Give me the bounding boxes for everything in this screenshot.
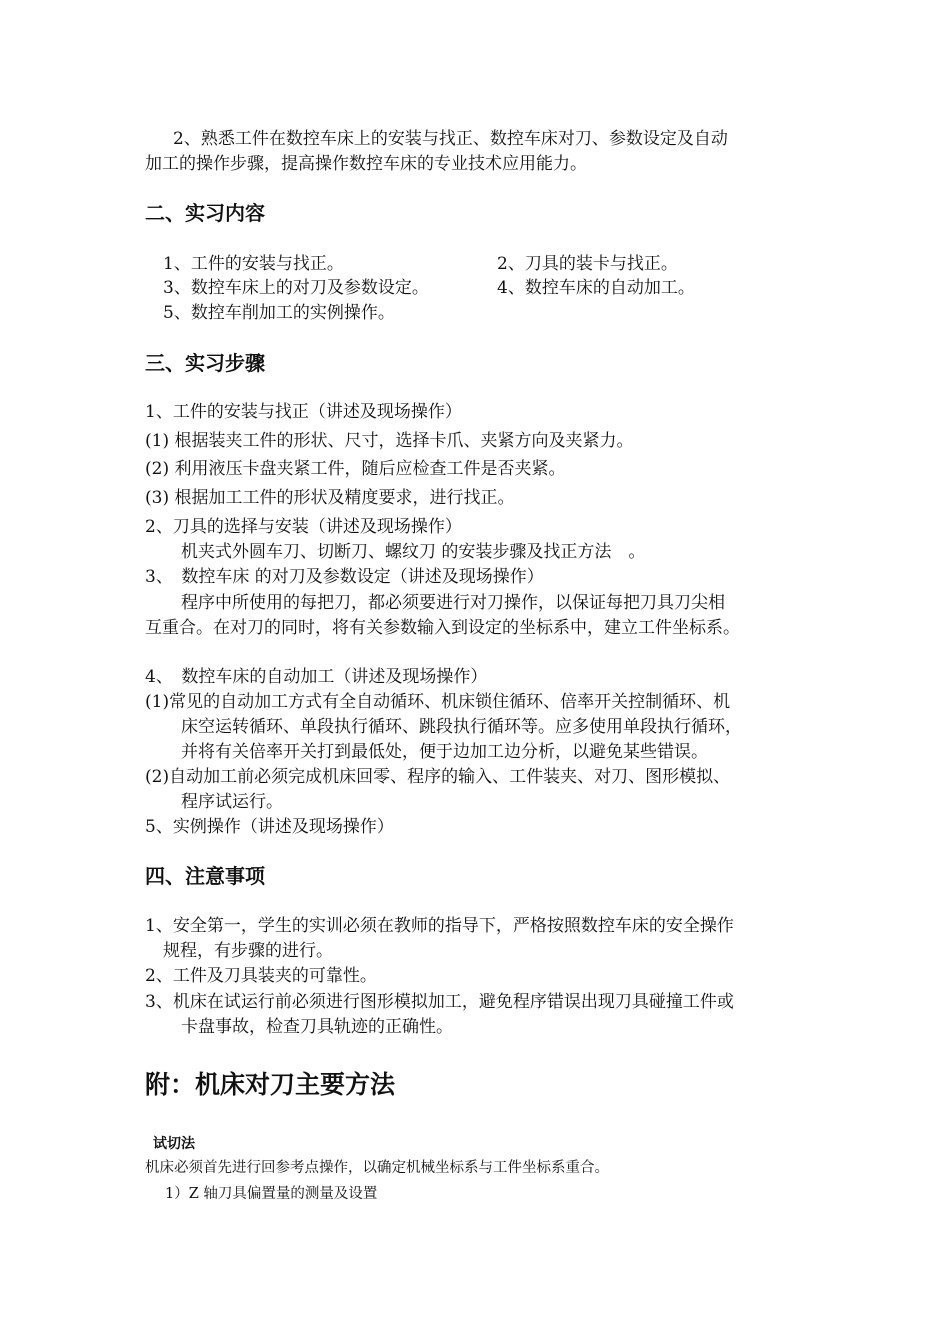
content-item-4: 4、数控车床的自动加工。	[497, 278, 695, 298]
step-line: 并将有关倍率开关打到最低处，便于边加工边分析，以避免某些错误。	[181, 742, 708, 762]
content-item-2: 2、刀具的装卡与找正。	[497, 254, 678, 274]
notice-line: 1、安全第一，学生的实训必须在教师的指导下，严格按照数控车床的安全操作	[145, 916, 734, 936]
appendix-heading: 附：机床对刀主要方法	[145, 1070, 396, 1099]
step-line: 5、实例操作（讲述及现场操作）	[145, 817, 394, 837]
appendix-line-1: 机床必须首先进行回参考点操作，以确定机械坐标系与工件坐标系重合。	[145, 1160, 609, 1176]
step-line: 床空运转循环、单段执行循环、跳段执行循环等。应多使用单段执行循环，	[181, 717, 742, 737]
section-3-heading: 三、实习步骤	[145, 351, 265, 375]
content-item-5: 5、数控车削加工的实例操作。	[163, 303, 395, 323]
step-line: 互重合。在对刀的同时，将有关参数输入到设定的坐标系中，建立工件坐标系。	[145, 618, 740, 638]
intro-line-2: 加工的操作步骤，提高操作数控车床的专业技术应用能力。	[145, 154, 587, 174]
appendix-line-2: 1）Z 轴刀具偏置量的测量及设置	[165, 1186, 378, 1202]
notice-line: 3、机床在试运行前必须进行图形模拟加工，避免程序错误出现刀具碰撞工件或	[145, 992, 734, 1012]
appendix-subtitle: 试切法	[153, 1136, 195, 1152]
intro-line-1: 2、熟悉工件在数控车床上的安装与找正、数控车床对刀、参数设定及自动	[173, 129, 728, 149]
step-line: 3、 数控车床 的对刀及参数设定（讲述及现场操作）	[145, 567, 544, 587]
content-item-3: 3、数控车床上的对刀及参数设定。	[163, 278, 429, 298]
step-line: (2)自动加工前必须完成机床回零、程序的输入、工件装夹、对刀、图形模拟、	[145, 767, 731, 787]
step-line: (1)常见的自动加工方式有全自动循环、机床锁住循环、倍率开关控制循环、机	[145, 692, 731, 712]
step-line: 4、 数控车床的自动加工（讲述及现场操作）	[145, 667, 488, 687]
step-line: 机夹式外圆车刀、切断刀、螺纹刀 的安装步骤及找正方法 。	[181, 542, 646, 562]
step-line: 程序中所使用的每把刀，都必须要进行对刀操作，以保证每把刀具刀尖相	[181, 593, 725, 613]
notice-line: 卡盘事故，检查刀具轨迹的正确性。	[181, 1017, 453, 1037]
content-item-1: 1、工件的安装与找正。	[163, 254, 344, 274]
section-4-heading: 四、注意事项	[145, 864, 265, 888]
step-line: (2) 利用液压卡盘夹紧工件，随后应检查工件是否夹紧。	[145, 459, 566, 479]
step-line: 程序试运行。	[181, 792, 283, 812]
step-line: (1) 根据装夹工件的形状、尺寸，选择卡爪、夹紧方向及夹紧力。	[145, 431, 634, 451]
notice-line: 2、工件及刀具装夹的可靠性。	[145, 966, 377, 986]
section-2-heading: 二、实习内容	[145, 201, 265, 225]
step-line: (3) 根据加工工件的形状及精度要求，进行找正。	[145, 488, 515, 508]
step-line: 2、刀具的选择与安装（讲述及现场操作）	[145, 517, 462, 537]
step-line: 1、工件的安装与找正（讲述及现场操作）	[145, 402, 462, 422]
notice-line: 规程，有步骤的进行。	[163, 941, 333, 961]
